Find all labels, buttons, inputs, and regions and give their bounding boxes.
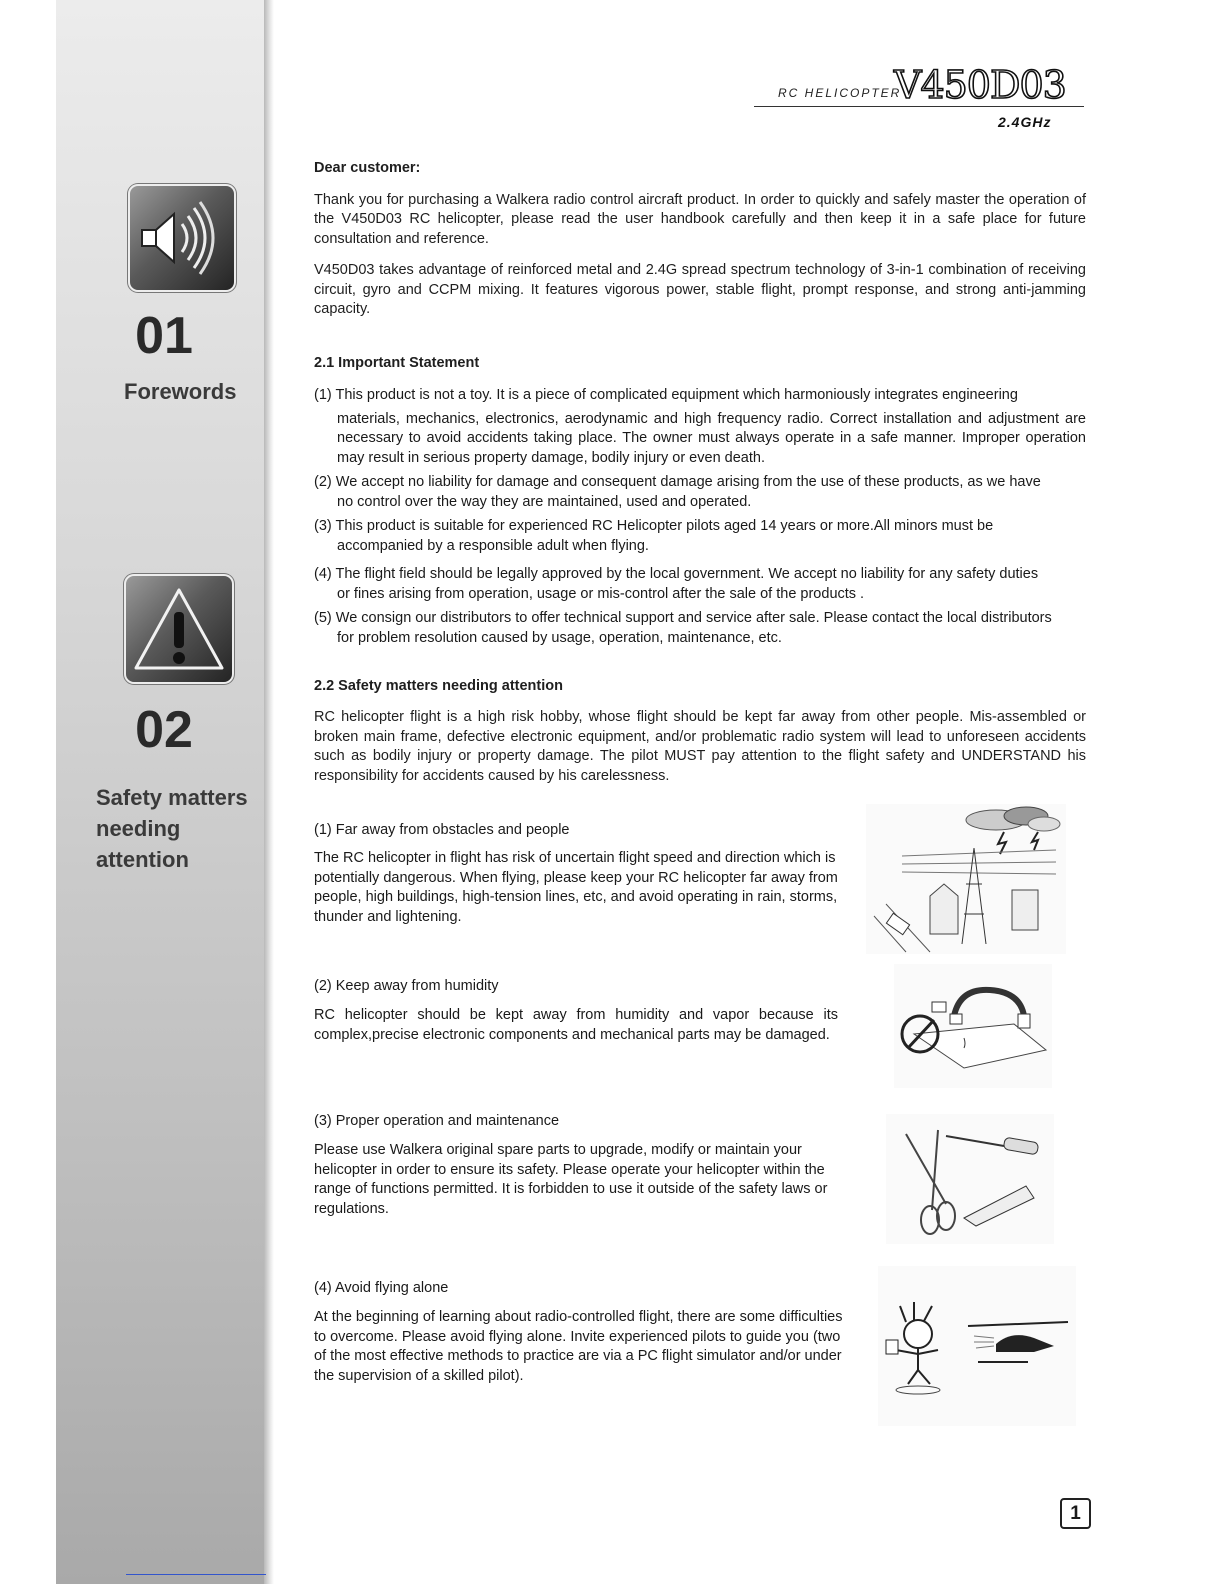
item-rest: no control over the way they are maintained, used and operated.: [337, 493, 752, 510]
safety-point-title: (3) Proper operation and maintenance: [314, 1113, 560, 1129]
safety-point-title: (4) Avoid flying alone: [314, 1280, 449, 1296]
item-first-line: This product is not a toy. It is a piece of complicated equipment which harmoniously integrates engineering: [335, 387, 1018, 403]
intro-section: [314, 159, 1086, 320]
section-number-02: 02: [135, 701, 193, 759]
statement-item: [314, 386, 1086, 468]
header-rule: [754, 106, 1084, 107]
warning-icon: [124, 574, 234, 684]
section-label-safety: [96, 782, 248, 875]
item-number: (2): [314, 474, 332, 490]
item-first-line: This product is suitable for experienced RC Helicopter pilots aged 14 years or more.All minors must be: [335, 518, 994, 534]
statement-item: [314, 473, 1086, 512]
statement-heading: 2.1 Important Statement: [314, 355, 480, 371]
section-number-01: 01: [135, 307, 193, 365]
model-logo: [892, 62, 1088, 106]
item-rest: accompanied by a responsible adult when flying.: [337, 537, 649, 554]
header-subtitle: RC HELICOPTER: [778, 86, 902, 100]
pilot-helicopter-illustration: [878, 1266, 1076, 1426]
speaker-icon: [128, 184, 236, 292]
statement-item: [314, 609, 1086, 648]
item-number: (5): [314, 610, 332, 626]
safety-point-title: (2) Keep away from humidity: [314, 978, 499, 994]
item-rest: or fines arising from operation, usage or mis-control after the sale of the products .: [337, 585, 865, 602]
intro-paragraph-1: Thank you for purchasing a Walkera radio control aircraft product. In order to quickly and safely master the operation of the V450D03 RC helicopter, please read the user handbook carefully and then keep it in a safe place for future consultation and reference.: [314, 191, 1086, 247]
item-number: (4): [314, 566, 332, 582]
faucet-humidity-illustration: [894, 964, 1052, 1088]
section-label-line: attention: [96, 847, 189, 872]
item-first-line: We consign our distributors to offer technical support and service after sale. Please contact the local distributors: [335, 610, 1052, 626]
model-logo-text: V450D03: [894, 63, 1066, 106]
storm-city-illustration: [866, 804, 1066, 954]
greeting: Dear customer:: [314, 160, 421, 176]
item-first-line: We accept no liability for damage and consequent damage arising from the use of these products, as we have: [335, 474, 1041, 490]
statement-item: [314, 517, 1086, 556]
item-rest: for problem resolution caused by usage, operation, maintenance, etc.: [337, 629, 782, 646]
sidebar-link-line: [126, 1574, 266, 1575]
item-rest: materials, mechanics, electronics, aerodynamic and high frequency radio. Correct installation and adjustment are necessary to avoid accidents taking place. The owner must always operate in a safe manner. Improper operation may result in serious property damage, bodily injury or even death.: [337, 410, 1086, 466]
safety-heading: 2.2 Safety matters needing attention: [314, 678, 563, 694]
sidebar-edge: [264, 0, 274, 1584]
tools-illustration: [886, 1114, 1054, 1244]
intro-paragraph-2: V450D03 takes advantage of reinforced metal and 2.4G spread spectrum technology of 3-in-1 combination of receiving circuit, gyro and CCPM mixing. It features vigorous power, stable flight, prompt response, and strong anti-jamming capacity.: [314, 262, 1086, 317]
item-number: (1): [314, 387, 332, 403]
page-number: 1: [1060, 1498, 1091, 1529]
safety-point-text: At the beginning of learning about radio-controlled flight, there are some difficulties to overcome. Please avoid flying alone. Invite experienced pilots to guide you (two of the most effective methods to practice are via a PC flight simulator and/or under the supervision of a skilled pilot).: [314, 1309, 843, 1384]
section-label-line: needing: [96, 816, 181, 841]
safety-point-text: Please use Walkera original spare parts to upgrade, modify or maintain your helicopter in order to ensure its safety. Please operate your helicopter within the range of functions permitted. It is forbidden to use it outside of the safety laws or regulations.: [314, 1142, 828, 1217]
section-label-forewords: Forewords: [124, 379, 237, 404]
safety-point-text: The RC helicopter in flight has risk of uncertain flight speed and direction which is potentially dangerous. When flying, please keep your RC helicopter far away from people, high buildings, high-tension lines, etc, and avoid operating in rain, storms, thunder and lightening.: [314, 850, 838, 925]
statement-item: [314, 565, 1086, 604]
item-first-line: The flight field should be legally approved by the local government. We accept no liability for any safety duties: [335, 566, 1039, 582]
header-frequency: 2.4GHz: [998, 114, 1052, 130]
safety-point-text: RC helicopter should be kept away from humidity and vapor because its complex,precise electronic components and mechanical parts may be damaged.: [314, 1007, 838, 1043]
section-label-line: Safety matters: [96, 785, 248, 810]
safety-intro: RC helicopter flight is a high risk hobby, whose flight should be kept far away from other people. Mis-assembled or broken main frame, defective electronic equipment, and/or problematic radio system will lead to unforeseen accidents such as bodily injury or property damage. The pilot MUST pay attention to the flight safety and UNDERSTAND his responsibility for accidents caused by his carelessness.: [314, 709, 1086, 784]
safety-point-title: (1) Far away from obstacles and people: [314, 822, 570, 838]
item-number: (3): [314, 518, 332, 534]
